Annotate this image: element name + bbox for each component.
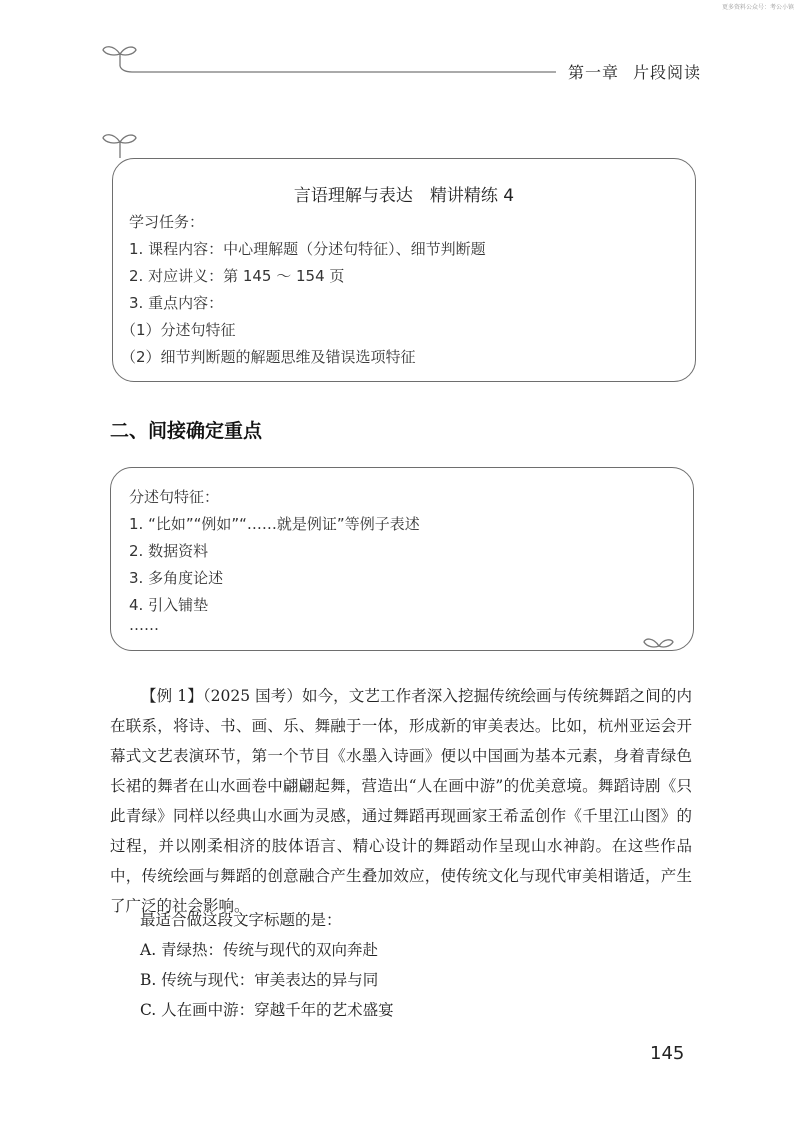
sprout-icon [642,632,676,652]
example-passage [110,681,692,921]
feature-line: 1. “比如”“例如”“……就是例证”等例子表述 [129,515,420,533]
section-heading: 二、间接确定重点 [110,420,263,442]
option-a: A. 青绿热：传统与现代的双向奔赴 [140,941,379,959]
question-stem: 最适合做这段文字标题的是： [140,911,342,929]
study-task-box [112,158,696,382]
feature-box [110,467,694,651]
chapter-section: 片段阅读 [633,63,702,82]
example-text: 【例 1】（2025 国考）如今，文艺工作者深入挖掘传统绘画与传统舞蹈之间的内在联系，将诗、书、画、乐、舞融于一体，形成新的审美表达。比如，杭州亚运会开幕式文艺表演环节，第一个节目《水墨入诗画》便以中国画为基本元素，身着青绿色长裙的舞者在山水画卷中翩翩起舞，营造出“人在画中游”的优美意境。舞蹈诗剧《只此青绿》同样以经典山水画为灵感，通过舞蹈再现画家王希孟创作《千里江山图》的过程，并以刚柔相济的肢体语言、精心设计的舞蹈动作呈现山水神韵。在这些作品中，传统绘画与舞蹈的创意融合产生叠加效应，使传统文化与现代审美相谐适，产生了广泛的社会影响。 [110,687,692,915]
study-line: （1）分述句特征 [121,321,236,339]
study-line: 3. 重点内容： [129,294,224,312]
chapter-header [568,60,701,83]
option-c: C. 人在画中游：穿越千年的艺术盛宴 [140,1001,394,1019]
study-task-label: 学习任务： [129,213,205,231]
sprout-icon [100,126,140,162]
feature-line: 4. 引入铺垫 [129,596,209,614]
feature-line: 3. 多角度论述 [129,569,224,587]
page-number: 145 [650,1043,685,1064]
feature-line: 2. 数据资料 [129,542,209,560]
study-line: （2）细节判断题的解题思维及错误选项特征 [121,348,416,366]
option-b: B. 传统与现代：审美表达的异与同 [140,971,379,989]
feature-ellipsis: …… [129,616,159,634]
chapter-label: 第一章 [568,63,620,82]
watermark-text: 更多资料公众号：考公小镇 [721,4,794,11]
feature-label: 分述句特征： [129,488,220,506]
study-box-title: 言语理解与表达 精讲精练 4 [293,186,515,206]
study-line: 2. 对应讲义：第 145 ～ 154 页 [129,267,345,285]
study-line: 1. 课程内容：中心理解题（分述句特征）、细节判断题 [129,240,486,258]
sprout-icon [103,47,556,72]
